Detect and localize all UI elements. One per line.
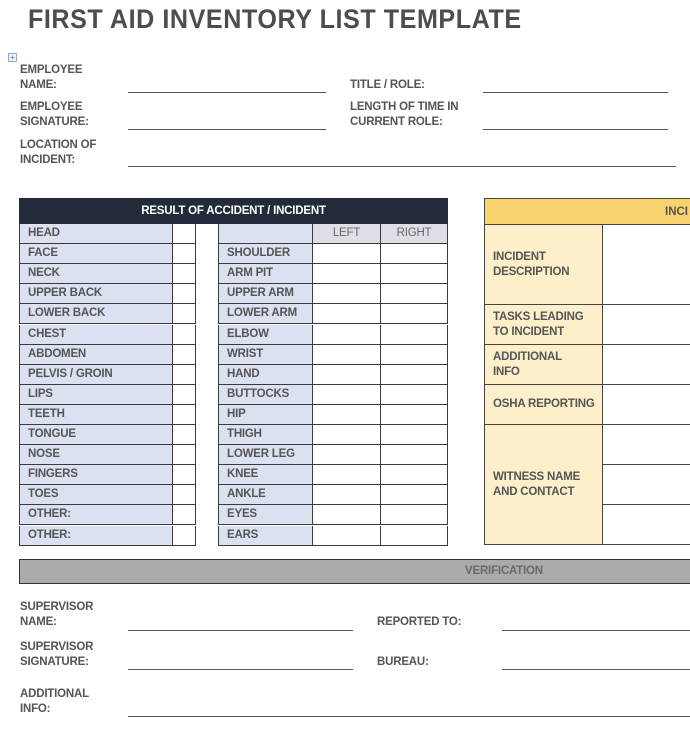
body-part-label: HAND	[218, 365, 312, 385]
right-side-cell[interactable]	[380, 284, 448, 304]
body-part-label: UPPER ARM	[218, 284, 312, 304]
body-part-label: SHOULDER	[218, 244, 312, 264]
body-part-label: ABDOMEN	[19, 345, 172, 365]
location-label	[20, 138, 96, 168]
label-line: WITNESS NAME	[493, 471, 581, 483]
incident-table	[484, 198, 690, 545]
label-line: ADDITIONAL	[493, 351, 562, 363]
body-part-label: EYES	[218, 505, 312, 525]
body-part-check-cell[interactable]	[172, 224, 196, 244]
employee-signature-label	[20, 100, 89, 130]
label-line: SUPERVISOR	[20, 601, 94, 613]
body-part-check-cell[interactable]	[172, 365, 196, 385]
body-part-label: PELVIS / GROIN	[19, 365, 172, 385]
label-line: TASKS LEADING	[493, 311, 584, 323]
incident-row-label	[485, 425, 603, 545]
incident-row-label	[485, 305, 603, 345]
label-line: CURRENT ROLE:	[350, 116, 443, 128]
right-side-cell[interactable]	[380, 405, 448, 425]
label-line: NAME:	[20, 79, 57, 91]
location-field[interactable]	[128, 166, 676, 167]
incident-row-label-text	[493, 350, 562, 379]
incident-row-label-text	[493, 397, 595, 412]
table-move-handle-icon[interactable]: +	[8, 53, 17, 62]
body-part-label: HIP	[218, 405, 312, 425]
body-part-label: EARS	[218, 526, 312, 546]
label-line: EMPLOYEE	[20, 101, 83, 113]
title-role-label: TITLE / ROLE:	[350, 79, 425, 91]
left-side-cell[interactable]	[312, 526, 380, 546]
verification-header-text: VERIFICATION	[465, 565, 543, 577]
right-side-cell[interactable]	[380, 325, 448, 345]
body-part-check-cell[interactable]	[172, 304, 196, 324]
body-part-check-cell[interactable]	[172, 325, 196, 345]
page-title: FIRST AID INVENTORY LIST TEMPLATE	[28, 4, 522, 34]
body-part-label: BUTTOCKS	[218, 385, 312, 405]
supervisor-name-label	[20, 600, 93, 630]
bureau-field[interactable]	[502, 669, 690, 670]
incident-row-label	[485, 225, 603, 305]
supervisor-name-field[interactable]	[128, 630, 353, 631]
left-side-cell[interactable]	[312, 505, 380, 525]
label-line: AND CONTACT	[493, 485, 575, 498]
left-side-cell[interactable]	[312, 345, 380, 365]
right-side-cell[interactable]	[380, 425, 448, 445]
label-line: OSHA REPORTING	[493, 398, 595, 411]
label-line: DESCRIPTION	[493, 265, 570, 278]
left-side-cell[interactable]	[312, 244, 380, 264]
body-part-label: ARM PIT	[218, 264, 312, 284]
right-side-cell[interactable]	[380, 304, 448, 324]
supervisor-signature-field[interactable]	[128, 669, 353, 670]
employee-name-field[interactable]	[128, 92, 326, 93]
left-column-header: LEFT	[312, 224, 380, 244]
left-side-cell[interactable]	[312, 465, 380, 485]
incident-value-field[interactable]	[603, 385, 690, 425]
title-role-field[interactable]	[483, 92, 668, 93]
body-part-label: TEETH	[19, 405, 172, 425]
right-side-cell[interactable]	[380, 465, 448, 485]
right-side-cell[interactable]	[380, 345, 448, 365]
body-part-label: LIPS	[19, 385, 172, 405]
label-line: INFO:	[20, 703, 51, 715]
left-side-cell[interactable]	[312, 485, 380, 505]
right-side-cell[interactable]	[380, 365, 448, 385]
body-part-check-cell[interactable]	[172, 405, 196, 425]
label-line: LOCATION OF	[20, 139, 97, 151]
employee-signature-field[interactable]	[128, 129, 326, 130]
body-part-label: NOSE	[19, 445, 172, 465]
body-part-check-cell[interactable]	[172, 505, 196, 525]
label-line: INCIDENT	[493, 251, 546, 263]
reported-to-label: REPORTED TO:	[377, 616, 462, 628]
incident-value-field[interactable]	[603, 465, 690, 505]
incident-value-field[interactable]	[603, 345, 690, 385]
body-part-label: NECK	[19, 264, 172, 284]
incident-row-label-text	[493, 250, 569, 279]
supervisor-signature-label	[20, 640, 93, 670]
body-part-label: ELBOW	[218, 325, 312, 345]
left-side-cell[interactable]	[312, 385, 380, 405]
body-part-label: KNEE	[218, 465, 312, 485]
body-part-label: WRIST	[218, 345, 312, 365]
right-side-cell[interactable]	[380, 385, 448, 405]
left-side-cell[interactable]	[312, 284, 380, 304]
label-line: INFO	[493, 365, 520, 378]
body-part-check-cell[interactable]	[172, 526, 196, 546]
reported-to-field[interactable]	[502, 630, 690, 631]
employee-name-label	[20, 63, 82, 93]
body-part-check-cell[interactable]	[172, 425, 196, 445]
incident-value-field[interactable]	[603, 505, 690, 545]
left-side-cell[interactable]	[312, 445, 380, 465]
incident-row-label-text	[493, 310, 583, 339]
body-part-label: OTHER:	[19, 505, 172, 525]
body-part-label: TONGUE	[19, 425, 172, 445]
bureau-label: BUREAU:	[377, 656, 429, 668]
right-side-cell[interactable]	[380, 264, 448, 284]
verification-header	[19, 559, 690, 584]
incident-value-field[interactable]	[603, 225, 690, 305]
incident-row-label	[485, 345, 603, 385]
left-side-cell[interactable]	[312, 264, 380, 284]
incident-row-label	[485, 385, 603, 425]
body-part-label: THIGH	[218, 425, 312, 445]
left-side-cell[interactable]	[312, 425, 380, 445]
incident-value-field[interactable]	[603, 425, 690, 465]
body-part-label: OTHER:	[19, 526, 172, 546]
body-part-label	[218, 224, 312, 244]
body-part-label: TOES	[19, 485, 172, 505]
additional-info-label	[20, 687, 89, 717]
right-side-cell[interactable]	[380, 485, 448, 505]
incident-value-field[interactable]	[603, 305, 690, 345]
body-part-label: LOWER LEG	[218, 445, 312, 465]
body-part-check-cell[interactable]	[172, 345, 196, 365]
body-part-label: FACE	[19, 244, 172, 264]
body-part-check-cell[interactable]	[172, 284, 196, 304]
body-part-check-cell[interactable]	[172, 465, 196, 485]
body-part-label: CHEST	[19, 325, 172, 345]
body-part-label: FINGERS	[19, 465, 172, 485]
label-line: SUPERVISOR	[20, 641, 94, 653]
incident-table-header	[485, 199, 690, 225]
body-part-check-cell[interactable]	[172, 385, 196, 405]
label-line: ADDITIONAL	[20, 688, 89, 700]
body-part-check-cell[interactable]	[172, 244, 196, 264]
right-column-header: RIGHT	[380, 224, 448, 244]
right-side-cell[interactable]	[380, 445, 448, 465]
left-side-cell[interactable]	[312, 325, 380, 345]
label-line: EMPLOYEE	[20, 64, 83, 76]
left-side-cell[interactable]	[312, 304, 380, 324]
body-part-label: ANKLE	[218, 485, 312, 505]
incident-header-text: INCI	[665, 206, 688, 218]
right-side-cell[interactable]	[380, 244, 448, 264]
label-line: TO INCIDENT	[493, 325, 565, 338]
label-line: INCIDENT:	[20, 154, 76, 166]
body-part-label: LOWER ARM	[218, 304, 312, 324]
body-part-label: LOWER BACK	[19, 304, 172, 324]
label-line: SIGNATURE:	[20, 116, 89, 128]
label-line: NAME:	[20, 616, 57, 628]
length-of-time-field[interactable]	[483, 129, 668, 130]
body-part-check-cell[interactable]	[172, 485, 196, 505]
left-side-cell[interactable]	[312, 365, 380, 385]
body-part-check-cell[interactable]	[172, 445, 196, 465]
label-line: SIGNATURE:	[20, 656, 89, 668]
body-part-check-cell[interactable]	[172, 264, 196, 284]
right-side-cell[interactable]	[380, 526, 448, 546]
label-line: LENGTH OF TIME IN	[350, 101, 459, 113]
length-of-time-label	[350, 100, 458, 130]
result-table-header: RESULT OF ACCIDENT / INCIDENT	[19, 198, 448, 224]
body-part-label: UPPER BACK	[19, 284, 172, 304]
right-side-cell[interactable]	[380, 505, 448, 525]
additional-info-field[interactable]	[128, 716, 690, 717]
left-side-cell[interactable]	[312, 405, 380, 425]
incident-row-label-text	[493, 470, 580, 499]
body-part-label: HEAD	[19, 224, 172, 244]
